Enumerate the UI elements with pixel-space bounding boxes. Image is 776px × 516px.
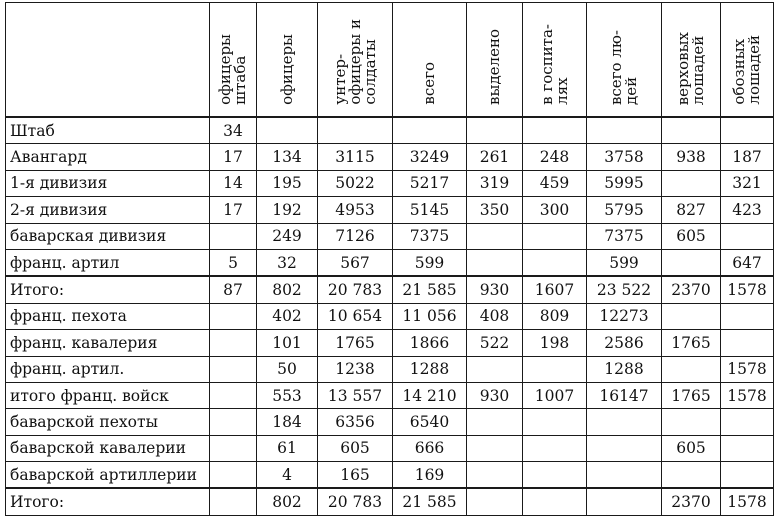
table-cell: 459: [523, 170, 587, 196]
table-cell: 32: [257, 249, 318, 276]
row-label: 2-я дивизия: [6, 197, 210, 223]
table-cell: [523, 356, 587, 382]
table-cell: 5217: [393, 170, 467, 196]
table-cell: [467, 462, 523, 489]
table-cell: 350: [467, 197, 523, 223]
header-cell: [393, 3, 467, 118]
table-cell: [210, 409, 257, 435]
table-cell: 2586: [587, 330, 662, 356]
table-cell: 802: [257, 276, 318, 303]
table-cell: [467, 117, 523, 144]
row-label: франц. кавалерия: [6, 330, 210, 356]
table-cell: [210, 435, 257, 461]
table-row: [6, 356, 774, 382]
table-cell: 13 557: [318, 382, 393, 408]
table-cell: 248: [523, 144, 587, 170]
table-cell: 5022: [318, 170, 393, 196]
table-cell: 1578: [721, 382, 774, 408]
table-cell: 1607: [523, 276, 587, 303]
table-cell: 3249: [393, 144, 467, 170]
table-cell: [587, 462, 662, 489]
table-cell: [210, 223, 257, 249]
table-cell: 16147: [587, 382, 662, 408]
row-label: Итого:: [6, 276, 210, 303]
table-cell: 6356: [318, 409, 393, 435]
troops-table: [5, 2, 774, 516]
table-cell: 7375: [393, 223, 467, 249]
row-label: Итого:: [6, 488, 210, 515]
table-cell: [523, 249, 587, 276]
table-cell: [523, 435, 587, 461]
table-cell: 2370: [662, 276, 721, 303]
table-cell: 599: [393, 249, 467, 276]
header-cell: [467, 3, 523, 118]
table-cell: [721, 117, 774, 144]
table-cell: 3115: [318, 144, 393, 170]
header-label: всего лю- дей: [607, 29, 640, 105]
table-cell: 187: [721, 144, 774, 170]
table-cell: [467, 356, 523, 382]
table-cell: 1007: [523, 382, 587, 408]
table-cell: 7126: [318, 223, 393, 249]
table-cell: 1765: [662, 382, 721, 408]
table-cell: 261: [467, 144, 523, 170]
table-cell: [318, 117, 393, 144]
row-label: Штаб: [6, 117, 210, 144]
table-cell: 20 783: [318, 276, 393, 303]
table-cell: 567: [318, 249, 393, 276]
row-label: франц. артил: [6, 249, 210, 276]
table-cell: 165: [318, 462, 393, 489]
header-cell: [721, 3, 774, 118]
table-cell: 423: [721, 197, 774, 223]
row-label: 1-я дивизия: [6, 170, 210, 196]
row-label: баварской пехоты: [6, 409, 210, 435]
table-cell: 938: [662, 144, 721, 170]
table-cell: [523, 488, 587, 515]
row-label: баварской артиллерии: [6, 462, 210, 489]
table-cell: 1288: [587, 356, 662, 382]
table-cell: 3758: [587, 144, 662, 170]
table-cell: 1238: [318, 356, 393, 382]
header-label: всего: [420, 62, 438, 105]
table-cell: [721, 223, 774, 249]
table-row: [6, 409, 774, 435]
table-cell: [523, 117, 587, 144]
table-cell: [721, 462, 774, 489]
table-row: [6, 382, 774, 408]
table-cell: 21 585: [393, 488, 467, 515]
table-cell: [587, 435, 662, 461]
table-row: [6, 117, 774, 144]
table-cell: 184: [257, 409, 318, 435]
table-cell: 101: [257, 330, 318, 356]
table-cell: 605: [662, 435, 721, 461]
row-label: баварская дивизия: [6, 223, 210, 249]
table-cell: 5995: [587, 170, 662, 196]
header-cell: [257, 3, 318, 118]
table-cell: 87: [210, 276, 257, 303]
table-cell: [210, 303, 257, 329]
table-cell: 20 783: [318, 488, 393, 515]
table-cell: 195: [257, 170, 318, 196]
table-cell: 5145: [393, 197, 467, 223]
table-cell: [210, 382, 257, 408]
table-cell: 10 654: [318, 303, 393, 329]
header-cell: [523, 3, 587, 118]
table-cell: 7375: [587, 223, 662, 249]
table-cell: 2370: [662, 488, 721, 515]
table-cell: [467, 223, 523, 249]
table-cell: 4: [257, 462, 318, 489]
header-label: обозных лошадей: [730, 35, 763, 105]
table-cell: [587, 117, 662, 144]
table-cell: 4953: [318, 197, 393, 223]
table-cell: 605: [662, 223, 721, 249]
table-cell: [662, 356, 721, 382]
table-cell: [662, 303, 721, 329]
row-label: итого франц. войск: [6, 382, 210, 408]
row-label: франц. пехота: [6, 303, 210, 329]
table-cell: [467, 435, 523, 461]
table-row: [6, 276, 774, 303]
table-cell: [721, 330, 774, 356]
header-cell: [318, 3, 393, 118]
table-cell: 809: [523, 303, 587, 329]
table-cell: [523, 409, 587, 435]
table-cell: 402: [257, 303, 318, 329]
table-cell: 321: [721, 170, 774, 196]
table-cell: 192: [257, 197, 318, 223]
table-cell: [523, 223, 587, 249]
table-cell: 1578: [721, 356, 774, 382]
table-cell: [662, 462, 721, 489]
table-cell: 21 585: [393, 276, 467, 303]
table-cell: 827: [662, 197, 721, 223]
table-row: [6, 223, 774, 249]
table-cell: [662, 117, 721, 144]
table-row: [6, 462, 774, 489]
table-cell: [210, 330, 257, 356]
row-label: Авангард: [6, 144, 210, 170]
table-cell: [721, 409, 774, 435]
table-cell: 50: [257, 356, 318, 382]
table-cell: 553: [257, 382, 318, 408]
header-label: офицеры: [277, 34, 296, 105]
table-cell: [393, 117, 467, 144]
table-cell: 1765: [318, 330, 393, 356]
header-cell: [662, 3, 721, 118]
table-row: [6, 144, 774, 170]
table-cell: [662, 249, 721, 276]
table-cell: 5795: [587, 197, 662, 223]
header-label: унтер- офицеры и солдаты: [330, 19, 379, 105]
table-cell: 249: [257, 223, 318, 249]
header-label: верховых лошадей: [674, 31, 707, 105]
header-row: [6, 3, 774, 118]
table-cell: 666: [393, 435, 467, 461]
table-cell: 605: [318, 435, 393, 461]
table-cell: 5: [210, 249, 257, 276]
table-cell: [523, 462, 587, 489]
table-cell: [662, 409, 721, 435]
table-cell: 319: [467, 170, 523, 196]
table-cell: [210, 462, 257, 489]
table-row: [6, 170, 774, 196]
table-cell: 1578: [721, 276, 774, 303]
table-cell: [467, 249, 523, 276]
table-cell: 647: [721, 249, 774, 276]
table-cell: 17: [210, 144, 257, 170]
table-cell: 930: [467, 382, 523, 408]
table-row: [6, 330, 774, 356]
table-cell: 14: [210, 170, 257, 196]
table-cell: 198: [523, 330, 587, 356]
header-label: офицеры штаба: [216, 34, 249, 105]
table-cell: 134: [257, 144, 318, 170]
table-cell: 23 522: [587, 276, 662, 303]
row-label: франц. артил.: [6, 356, 210, 382]
table-cell: 14 210: [393, 382, 467, 408]
table-cell: [721, 435, 774, 461]
table-cell: [587, 409, 662, 435]
table-cell: 408: [467, 303, 523, 329]
table-cell: 300: [523, 197, 587, 223]
table-cell: 11 056: [393, 303, 467, 329]
table-cell: [210, 356, 257, 382]
table-cell: 599: [587, 249, 662, 276]
table-cell: 34: [210, 117, 257, 144]
header-label: выделено: [485, 29, 503, 105]
table-cell: [587, 488, 662, 515]
table-row: [6, 197, 774, 223]
table-row: [6, 249, 774, 276]
table-cell: 930: [467, 276, 523, 303]
table-cell: 6540: [393, 409, 467, 435]
table-cell: 1578: [721, 488, 774, 515]
table-cell: 169: [393, 462, 467, 489]
table-cell: [257, 117, 318, 144]
table-row: [6, 488, 774, 515]
table-cell: 17: [210, 197, 257, 223]
table-cell: [721, 303, 774, 329]
table-cell: 522: [467, 330, 523, 356]
header-cell: [587, 3, 662, 118]
table-cell: 802: [257, 488, 318, 515]
table-row: [6, 303, 774, 329]
table-cell: [467, 488, 523, 515]
table-cell: 1288: [393, 356, 467, 382]
table-row: [6, 435, 774, 461]
row-label: баварской кавалерии: [6, 435, 210, 461]
header-cell: [210, 3, 257, 118]
header-label: в госпита- лях: [537, 24, 571, 105]
table-cell: 12273: [587, 303, 662, 329]
table-cell: [467, 409, 523, 435]
table-cell: [210, 488, 257, 515]
table-cell: 1765: [662, 330, 721, 356]
header-corner: [6, 3, 210, 118]
table-cell: 1866: [393, 330, 467, 356]
table-body: [6, 117, 774, 515]
table-cell: [662, 170, 721, 196]
table-cell: 61: [257, 435, 318, 461]
